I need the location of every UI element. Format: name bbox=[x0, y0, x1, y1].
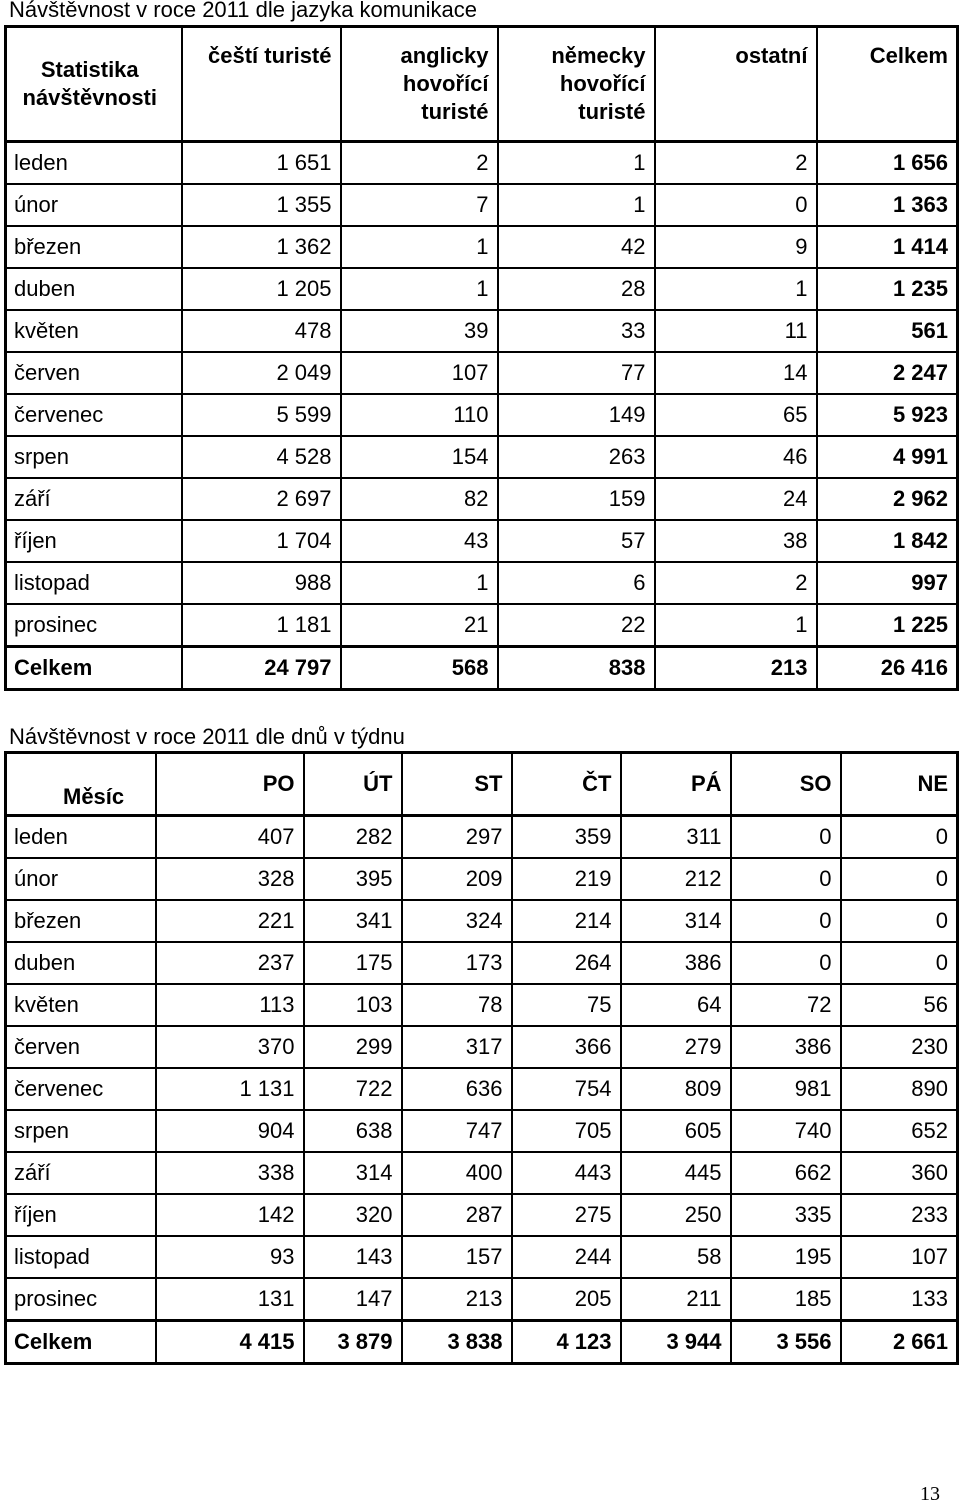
month-cell: srpen bbox=[6, 436, 182, 478]
day-header: ÚT bbox=[304, 753, 402, 816]
row-total-cell: 1 842 bbox=[817, 520, 958, 562]
table-row bbox=[6, 268, 958, 310]
value-cell: 1 205 bbox=[182, 268, 341, 310]
value-cell: 275 bbox=[512, 1194, 621, 1236]
value-cell: 287 bbox=[402, 1194, 512, 1236]
value-cell: 722 bbox=[304, 1068, 402, 1110]
value-cell: 28 bbox=[498, 268, 655, 310]
value-cell: 478 bbox=[182, 310, 341, 352]
value-cell: 981 bbox=[731, 1068, 841, 1110]
row-total-cell: 1 225 bbox=[817, 604, 958, 647]
value-cell: 1 bbox=[655, 268, 817, 310]
table-row bbox=[6, 184, 958, 226]
col-header-line: německy bbox=[551, 43, 646, 68]
month-cell: březen bbox=[6, 226, 182, 268]
value-cell: 22 bbox=[498, 604, 655, 647]
value-cell: 175 bbox=[304, 942, 402, 984]
total-cell: 3 879 bbox=[304, 1321, 402, 1364]
value-cell: 154 bbox=[341, 436, 498, 478]
weekday-table-header bbox=[6, 753, 958, 816]
value-cell: 2 049 bbox=[182, 352, 341, 394]
total-cell: 838 bbox=[498, 647, 655, 690]
month-cell: září bbox=[6, 478, 182, 520]
value-cell: 233 bbox=[841, 1194, 958, 1236]
value-cell: 338 bbox=[156, 1152, 304, 1194]
value-cell: 75 bbox=[512, 984, 621, 1026]
table-row bbox=[6, 816, 958, 859]
table-row bbox=[6, 226, 958, 268]
value-cell: 1 bbox=[498, 142, 655, 185]
value-cell: 230 bbox=[841, 1026, 958, 1068]
value-cell: 143 bbox=[304, 1236, 402, 1278]
table-row bbox=[6, 1236, 958, 1278]
month-cell: říjen bbox=[6, 1194, 156, 1236]
value-cell: 110 bbox=[341, 394, 498, 436]
value-cell: 113 bbox=[156, 984, 304, 1026]
month-cell: duben bbox=[6, 268, 182, 310]
value-cell: 39 bbox=[341, 310, 498, 352]
table-row bbox=[6, 900, 958, 942]
row-total-cell: 1 235 bbox=[817, 268, 958, 310]
month-cell: únor bbox=[6, 858, 156, 900]
value-cell: 988 bbox=[182, 562, 341, 604]
month-cell: květen bbox=[6, 310, 182, 352]
value-cell: 1 355 bbox=[182, 184, 341, 226]
value-cell: 38 bbox=[655, 520, 817, 562]
col-header-line: hovořící bbox=[402, 71, 489, 96]
value-cell: 0 bbox=[731, 816, 841, 859]
col-header-line: turisté bbox=[578, 99, 646, 124]
value-cell: 264 bbox=[512, 942, 621, 984]
value-cell: 1 bbox=[341, 226, 498, 268]
value-cell: 754 bbox=[512, 1068, 621, 1110]
value-cell: 237 bbox=[156, 942, 304, 984]
table2-title: Návštěvnost v roce 2011 dle dnů v týdnu bbox=[9, 724, 405, 749]
value-cell: 56 bbox=[841, 984, 958, 1026]
value-cell: 14 bbox=[655, 352, 817, 394]
table-row bbox=[6, 1110, 958, 1152]
value-cell: 386 bbox=[621, 942, 731, 984]
total-cell: 213 bbox=[655, 647, 817, 690]
value-cell: 58 bbox=[621, 1236, 731, 1278]
value-cell: 24 bbox=[655, 478, 817, 520]
value-cell: 46 bbox=[655, 436, 817, 478]
value-cell: 213 bbox=[402, 1278, 512, 1321]
value-cell: 0 bbox=[655, 184, 817, 226]
value-cell: 1 bbox=[341, 562, 498, 604]
value-cell: 214 bbox=[512, 900, 621, 942]
col-header-line: anglicky bbox=[400, 43, 489, 68]
value-cell: 6 bbox=[498, 562, 655, 604]
table-row bbox=[6, 478, 958, 520]
value-cell: 652 bbox=[841, 1110, 958, 1152]
month-cell: leden bbox=[6, 816, 156, 859]
value-cell: 638 bbox=[304, 1110, 402, 1152]
total-cell: 4 415 bbox=[156, 1321, 304, 1364]
col-header-english bbox=[341, 27, 498, 142]
total-cell: 2 661 bbox=[841, 1321, 958, 1364]
value-cell: 328 bbox=[156, 858, 304, 900]
table-row bbox=[6, 352, 958, 394]
row-total-cell: 1 656 bbox=[817, 142, 958, 185]
col-header-line: hovořící bbox=[559, 71, 646, 96]
table-row bbox=[6, 858, 958, 900]
month-header: Měsíc bbox=[6, 753, 156, 816]
value-cell: 341 bbox=[304, 900, 402, 942]
value-cell: 2 bbox=[655, 142, 817, 185]
row-total-cell: 1 363 bbox=[817, 184, 958, 226]
value-cell: 131 bbox=[156, 1278, 304, 1321]
month-cell: březen bbox=[6, 900, 156, 942]
stat-header bbox=[6, 27, 182, 142]
value-cell: 221 bbox=[156, 900, 304, 942]
month-cell: leden bbox=[6, 142, 182, 185]
col-header-line: ostatní bbox=[735, 43, 808, 68]
value-cell: 78 bbox=[402, 984, 512, 1026]
value-cell: 636 bbox=[402, 1068, 512, 1110]
value-cell: 185 bbox=[731, 1278, 841, 1321]
value-cell: 5 599 bbox=[182, 394, 341, 436]
value-cell: 1 bbox=[655, 604, 817, 647]
month-cell: únor bbox=[6, 184, 182, 226]
value-cell: 407 bbox=[156, 816, 304, 859]
value-cell: 82 bbox=[341, 478, 498, 520]
row-total-cell: 5 923 bbox=[817, 394, 958, 436]
month-cell: červen bbox=[6, 352, 182, 394]
value-cell: 395 bbox=[304, 858, 402, 900]
value-cell: 103 bbox=[304, 984, 402, 1026]
value-cell: 93 bbox=[156, 1236, 304, 1278]
value-cell: 2 697 bbox=[182, 478, 341, 520]
value-cell: 747 bbox=[402, 1110, 512, 1152]
value-cell: 219 bbox=[512, 858, 621, 900]
table-row bbox=[6, 604, 958, 647]
value-cell: 195 bbox=[731, 1236, 841, 1278]
row-total-cell: 4 991 bbox=[817, 436, 958, 478]
month-cell: červen bbox=[6, 1026, 156, 1068]
day-header: ST bbox=[402, 753, 512, 816]
month-cell: září bbox=[6, 1152, 156, 1194]
value-cell: 317 bbox=[402, 1026, 512, 1068]
value-cell: 142 bbox=[156, 1194, 304, 1236]
value-cell: 9 bbox=[655, 226, 817, 268]
row-total-cell: 997 bbox=[817, 562, 958, 604]
value-cell: 0 bbox=[841, 816, 958, 859]
table-row bbox=[6, 1278, 958, 1321]
value-cell: 324 bbox=[402, 900, 512, 942]
table-row bbox=[6, 562, 958, 604]
value-cell: 282 bbox=[304, 816, 402, 859]
value-cell: 1 bbox=[498, 184, 655, 226]
month-cell: srpen bbox=[6, 1110, 156, 1152]
value-cell: 42 bbox=[498, 226, 655, 268]
value-cell: 0 bbox=[731, 900, 841, 942]
value-cell: 386 bbox=[731, 1026, 841, 1068]
total-cell: 26 416 bbox=[817, 647, 958, 690]
table-row bbox=[6, 1194, 958, 1236]
value-cell: 1 181 bbox=[182, 604, 341, 647]
value-cell: 72 bbox=[731, 984, 841, 1026]
table-row bbox=[6, 310, 958, 352]
value-cell: 299 bbox=[304, 1026, 402, 1068]
value-cell: 1 362 bbox=[182, 226, 341, 268]
day-header: NE bbox=[841, 753, 958, 816]
month-cell: prosinec bbox=[6, 1278, 156, 1321]
row-total-cell: 2 247 bbox=[817, 352, 958, 394]
day-header: ČT bbox=[512, 753, 621, 816]
table-row bbox=[6, 142, 958, 185]
value-cell: 279 bbox=[621, 1026, 731, 1068]
row-total-cell: 1 414 bbox=[817, 226, 958, 268]
value-cell: 33 bbox=[498, 310, 655, 352]
month-cell: červenec bbox=[6, 394, 182, 436]
table-row bbox=[6, 436, 958, 478]
col-header-line: čeští turisté bbox=[208, 43, 332, 68]
value-cell: 370 bbox=[156, 1026, 304, 1068]
value-cell: 400 bbox=[402, 1152, 512, 1194]
value-cell: 740 bbox=[731, 1110, 841, 1152]
stat-header-line: návštěvnosti bbox=[22, 85, 157, 110]
value-cell: 1 651 bbox=[182, 142, 341, 185]
table-row bbox=[6, 984, 958, 1026]
month-cell: prosinec bbox=[6, 604, 182, 647]
value-cell: 890 bbox=[841, 1068, 958, 1110]
value-cell: 212 bbox=[621, 858, 731, 900]
value-cell: 147 bbox=[304, 1278, 402, 1321]
month-cell: říjen bbox=[6, 520, 182, 562]
value-cell: 244 bbox=[512, 1236, 621, 1278]
value-cell: 4 528 bbox=[182, 436, 341, 478]
value-cell: 211 bbox=[621, 1278, 731, 1321]
value-cell: 133 bbox=[841, 1278, 958, 1321]
month-cell: červenec bbox=[6, 1068, 156, 1110]
value-cell: 0 bbox=[841, 942, 958, 984]
value-cell: 263 bbox=[498, 436, 655, 478]
value-cell: 360 bbox=[841, 1152, 958, 1194]
total-label: Celkem bbox=[6, 647, 182, 690]
col-header-total bbox=[817, 27, 958, 142]
value-cell: 157 bbox=[402, 1236, 512, 1278]
stat-header-line: Statistika bbox=[40, 57, 139, 82]
value-cell: 159 bbox=[498, 478, 655, 520]
total-cell: 3 944 bbox=[621, 1321, 731, 1364]
table-row bbox=[6, 942, 958, 984]
value-cell: 205 bbox=[512, 1278, 621, 1321]
total-label: Celkem bbox=[6, 1321, 156, 1364]
total-row bbox=[6, 1321, 958, 1364]
value-cell: 107 bbox=[841, 1236, 958, 1278]
value-cell: 443 bbox=[512, 1152, 621, 1194]
month-cell: listopad bbox=[6, 1236, 156, 1278]
day-header: PÁ bbox=[621, 753, 731, 816]
col-header-german bbox=[498, 27, 655, 142]
table-row bbox=[6, 520, 958, 562]
value-cell: 314 bbox=[304, 1152, 402, 1194]
table-row bbox=[6, 1068, 958, 1110]
value-cell: 605 bbox=[621, 1110, 731, 1152]
value-cell: 335 bbox=[731, 1194, 841, 1236]
value-cell: 445 bbox=[621, 1152, 731, 1194]
month-cell: listopad bbox=[6, 562, 182, 604]
table1-title: Návštěvnost v roce 2011 dle jazyka komunikace bbox=[9, 0, 477, 22]
page-number: 13 bbox=[920, 1483, 940, 1505]
total-cell: 3 838 bbox=[402, 1321, 512, 1364]
value-cell: 809 bbox=[621, 1068, 731, 1110]
total-cell: 3 556 bbox=[731, 1321, 841, 1364]
value-cell: 21 bbox=[341, 604, 498, 647]
value-cell: 77 bbox=[498, 352, 655, 394]
value-cell: 43 bbox=[341, 520, 498, 562]
value-cell: 705 bbox=[512, 1110, 621, 1152]
value-cell: 107 bbox=[341, 352, 498, 394]
table-row bbox=[6, 1026, 958, 1068]
value-cell: 359 bbox=[512, 816, 621, 859]
weekday-table bbox=[4, 751, 959, 1365]
total-cell: 568 bbox=[341, 647, 498, 690]
value-cell: 57 bbox=[498, 520, 655, 562]
value-cell: 0 bbox=[841, 858, 958, 900]
value-cell: 250 bbox=[621, 1194, 731, 1236]
row-total-cell: 2 962 bbox=[817, 478, 958, 520]
value-cell: 2 bbox=[341, 142, 498, 185]
language-table bbox=[4, 25, 959, 691]
value-cell: 149 bbox=[498, 394, 655, 436]
table-row bbox=[6, 394, 958, 436]
total-cell: 24 797 bbox=[182, 647, 341, 690]
table-row bbox=[6, 1152, 958, 1194]
value-cell: 662 bbox=[731, 1152, 841, 1194]
month-cell: květen bbox=[6, 984, 156, 1026]
value-cell: 314 bbox=[621, 900, 731, 942]
value-cell: 311 bbox=[621, 816, 731, 859]
col-header-line: turisté bbox=[421, 99, 489, 124]
value-cell: 2 bbox=[655, 562, 817, 604]
value-cell: 173 bbox=[402, 942, 512, 984]
value-cell: 904 bbox=[156, 1110, 304, 1152]
day-header: SO bbox=[731, 753, 841, 816]
language-table-header bbox=[6, 27, 958, 142]
value-cell: 320 bbox=[304, 1194, 402, 1236]
value-cell: 209 bbox=[402, 858, 512, 900]
value-cell: 297 bbox=[402, 816, 512, 859]
col-header-other bbox=[655, 27, 817, 142]
row-total-cell: 561 bbox=[817, 310, 958, 352]
value-cell: 7 bbox=[341, 184, 498, 226]
value-cell: 1 704 bbox=[182, 520, 341, 562]
value-cell: 1 bbox=[341, 268, 498, 310]
total-row bbox=[6, 647, 958, 690]
value-cell: 64 bbox=[621, 984, 731, 1026]
value-cell: 11 bbox=[655, 310, 817, 352]
value-cell: 0 bbox=[731, 858, 841, 900]
value-cell: 0 bbox=[841, 900, 958, 942]
value-cell: 65 bbox=[655, 394, 817, 436]
total-cell: 4 123 bbox=[512, 1321, 621, 1364]
col-header-line: Celkem bbox=[869, 43, 948, 68]
month-cell: duben bbox=[6, 942, 156, 984]
day-header: PO bbox=[156, 753, 304, 816]
value-cell: 366 bbox=[512, 1026, 621, 1068]
value-cell: 1 131 bbox=[156, 1068, 304, 1110]
col-header-czech bbox=[182, 27, 341, 142]
value-cell: 0 bbox=[731, 942, 841, 984]
